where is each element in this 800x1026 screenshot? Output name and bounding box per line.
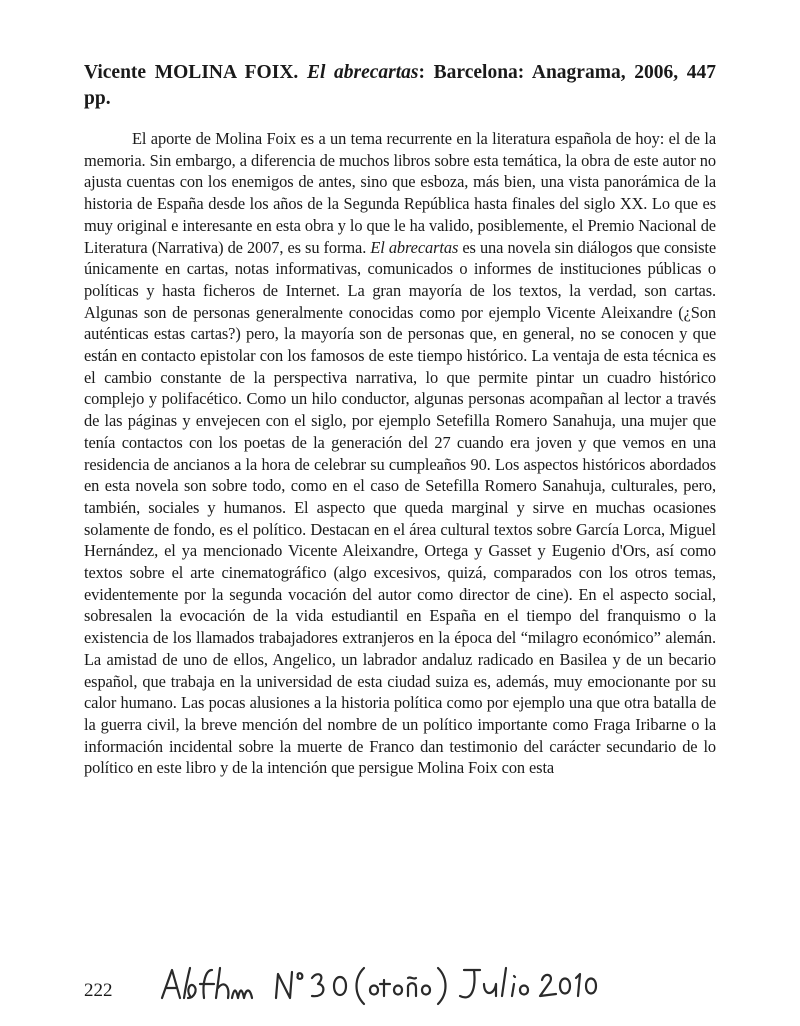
review-body-italic-title: El abrecartas [370,237,459,257]
review-body-part-2: es una novela sin diálogos que consiste únicamente en cartas, notas informativas, comunicados o informes de instituciones públicas o políticas y hasta ficheros de Internet. La gran mayoría de los textos, la verdad, son cartas. Algunas son de personas generalmente conocidas como por ejemplo Vicente Aleixandre (¿Son auténticas estas cartas?) pero, la mayoría son de personas que, en general, no se conocen y que están en contacto epistolar con los famosos de este tiempo histórico. La ventaja de esta técnica es el cambio constante de la perspectiva narrativa, lo que permite pintar un cuadro histórico complejo y polifacético. Como un hilo conductor, algunas personas acompañan al lector a través de las páginas y envejecen con el siglo, por ejemplo Setefilla Romero Sanahuja, una mujer que tenía contactos con los poetas de la generación del 27 cuando era joven y que vemos en una residencia de ancianos a la hora de celebrar su cumpleaños 90. Los aspectos históricos abordados en esta novela son sobre todo, como en el caso de Setefilla Romero Sanahuja, culturales, pero, también, sociales y humanos. El aspecto que queda marginal y sirve en muchas ocasiones solamente de fondo, es el político. Destacan en el área cultural textos sobre García Lorca, Miguel Hernández, el ya mencionado Vicente Aleixandre, Ortega y Gasset y Eugenio d'Ors, así como textos sobre el arte cinematográfico (algo excesivos, quizá, comparados con los otros temas, evidentemente por la segunda vocación del autor como director de cine). En el aspecto social, sobresalen la evocación de la vida estudiantil en España en el tiempo del franquismo o la existencia de los llamados trabajadores extranjeros en la época del “milagro económico” alemán. La amistad de uno de ellos, Angelico, un labrador andaluz radicado en Basilea y de un becario español, que trabaja en la universidad de esta ciudad suiza es, además, muy emocionante por su calor humano. Las pocas alusiones a la historia política como por ejemplo una que otra batalla de la guerra civil, la breve mención del nombre de un político importante como Fraga Iribarne o la información incidental sobre la muerte de Franco dan testimonio del carácter secundario de lo político en este libro y de la intención que persigue Molina Foix con esta [84,237,717,778]
review-body [84,128,716,779]
handwritten-annotation [158,958,618,1008]
page-number: 222 [84,980,113,1001]
review-author: Vicente MOLINA FOIX. [84,62,299,83]
review-publication: : Barcelona: Anagrama, 2006, 447 pp. [84,62,717,109]
review-header [84,60,716,112]
review-book-title: El abrecartas [306,62,419,83]
review-body-part-1: El aporte de Molina Foix es a un tema recurrente en la literatura española de hoy: el de la memoria. Sin embargo, a diferencia de muchos libros sobre esta temática, la obra de este autor no ajusta cuentas con los enemigos de antes, sino que esboza, más bien, una vista panorámica de la historia de España desde los años de la Segunda República hasta finales del siglo XX. Lo que es muy original e interesante en esta obra y lo que le ha valido, posiblemente, el Premio Nacional de Literatura (Narrativa) de 2007, es su forma. [84,129,716,257]
